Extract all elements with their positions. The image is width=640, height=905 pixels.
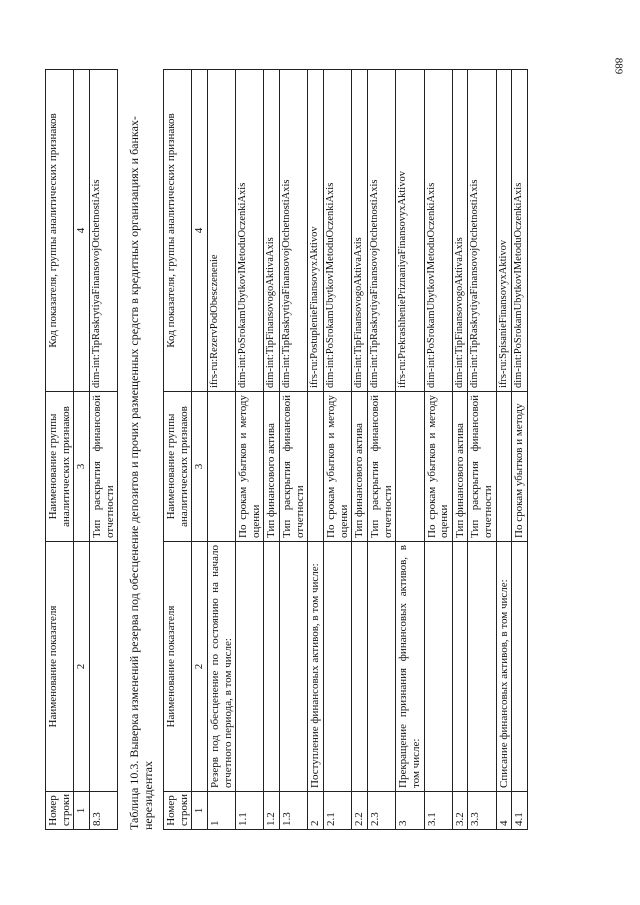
analytic-group-name: Тип финансового актива xyxy=(264,392,280,542)
indicator-code: dim-int:TipFinansovogoAktivaAxis xyxy=(452,70,468,392)
analytic-group-name: По срокам убытков и методу оценки xyxy=(324,392,352,542)
analytic-group-name xyxy=(396,392,424,542)
table-row xyxy=(308,70,324,830)
column-header: Наименование показателя xyxy=(46,542,74,792)
table-row xyxy=(280,70,308,830)
column-number-row xyxy=(74,70,90,830)
indicator-code: dim-int:PoSrokamUbytkovIMetoduOczenkiAxis xyxy=(512,70,528,392)
analytic-group-name: Тип раскрытия финансовой отчетности xyxy=(468,392,496,542)
indicator-code: ifrs-ru:PrekrashheniePriznaniyaFinansovyxAktivov xyxy=(396,70,424,392)
row-number: 3 xyxy=(396,792,424,830)
indicator-name xyxy=(264,542,280,792)
table-row xyxy=(324,70,352,830)
table-row xyxy=(452,70,468,830)
column-header: Наименование показателя xyxy=(164,542,192,792)
column-header: Номер строки xyxy=(164,792,192,830)
indicator-name xyxy=(89,542,117,792)
row-number: 2.1 xyxy=(324,792,352,830)
row-number: 1.2 xyxy=(264,792,280,830)
column-number: 1 xyxy=(74,792,90,830)
indicator-name: Прекращение признания финансовых активов, в том числе: xyxy=(396,542,424,792)
table-row xyxy=(468,70,496,830)
indicator-name: Списание финансовых активов, в том числе: xyxy=(496,542,512,792)
analytic-group-name: По срокам убытков и методу xyxy=(512,392,528,542)
table-header-row xyxy=(46,70,74,830)
column-number: 3 xyxy=(74,392,90,542)
indicator-name xyxy=(352,542,368,792)
indicator-code: ifrs-ru:PostuplenieFinansovyxAktivov xyxy=(308,70,324,392)
table-row xyxy=(396,70,424,830)
indicator-name xyxy=(452,542,468,792)
table-row xyxy=(352,70,368,830)
analytic-group-name: Тип раскрытия финансовой отчетности xyxy=(89,392,117,542)
analytic-group-name xyxy=(308,392,324,542)
table-row xyxy=(424,70,452,830)
table-row xyxy=(89,70,117,830)
indicator-name: Резерв под обесценение по состоянию на начало отчетного периода, в том числе: xyxy=(207,542,235,792)
analytic-group-name: Тип раскрытия финансовой отчетности xyxy=(280,392,308,542)
table-row xyxy=(236,70,264,830)
table-row xyxy=(264,70,280,830)
column-header: Код показателя, группы аналитических признаков xyxy=(164,70,192,392)
row-number: 1.3 xyxy=(280,792,308,830)
table-row xyxy=(207,70,235,830)
indicator-name xyxy=(236,542,264,792)
row-number: 4.1 xyxy=(512,792,528,830)
column-number: 4 xyxy=(74,70,90,392)
indicator-code: dim-int:TipRaskrytiyaFinansovojOtchetnostiAxis xyxy=(280,70,308,392)
analytic-group-name xyxy=(496,392,512,542)
indicator-name xyxy=(468,542,496,792)
row-number: 3.3 xyxy=(468,792,496,830)
indicator-code: dim-int:TipFinansovogoAktivaAxis xyxy=(352,70,368,392)
column-number-row xyxy=(192,70,208,830)
table-row xyxy=(367,70,395,830)
rotated-content xyxy=(45,50,605,830)
row-number: 1.1 xyxy=(236,792,264,830)
column-number: 4 xyxy=(192,70,208,392)
analytic-group-name: Тип финансового актива xyxy=(352,392,368,542)
page-number: 889 xyxy=(611,57,624,75)
analytic-group-name: Тип финансового актива xyxy=(452,392,468,542)
table-caption: Таблица 10.3. Выверка изменений резерва под обесценение депозитов и прочих размещенных средств в кредитных организациях и банках-нерезидентах xyxy=(127,116,156,830)
column-header: Наименование группы аналитических признаков xyxy=(46,392,74,542)
indicator-code: dim-int:TipRaskrytiyaFinansovojOtchetnostiAxis xyxy=(367,70,395,392)
column-header: Код показателя, группы аналитических признаков xyxy=(46,70,74,392)
indicator-code: dim-int:PoSrokamUbytkovIMetoduOczenkiAxis xyxy=(236,70,264,392)
indicator-code: dim-int:PoSrokamUbytkovIMetoduOczenkiAxis xyxy=(424,70,452,392)
table-reserve-reconciliation xyxy=(163,69,528,830)
column-header: Номер строки xyxy=(46,792,74,830)
indicator-code: dim-int:TipRaskrytiyaFinansovojOtchetnostiAxis xyxy=(468,70,496,392)
table-row xyxy=(512,70,528,830)
analytic-group-name: Тип раскрытия финансовой отчетности xyxy=(367,392,395,542)
row-number: 2.2 xyxy=(352,792,368,830)
indicator-code: ifrs-ru:SpisanieFinansovyxAktivov xyxy=(496,70,512,392)
indicator-code: ifrs-ru:RezervPodObesczenenie xyxy=(207,70,235,392)
column-number: 3 xyxy=(192,392,208,542)
indicator-name xyxy=(367,542,395,792)
indicator-name xyxy=(512,542,528,792)
column-header: Наименование группы аналитических признаков xyxy=(164,392,192,542)
analytic-group-name: По срокам убытков и методу оценки xyxy=(424,392,452,542)
analytic-group-name: По срокам убытков и методу оценки xyxy=(236,392,264,542)
row-number: 3.2 xyxy=(452,792,468,830)
row-number: 2.3 xyxy=(367,792,395,830)
indicator-name xyxy=(424,542,452,792)
analytic-group-name xyxy=(207,392,235,542)
table-row xyxy=(496,70,512,830)
row-number: 1 xyxy=(207,792,235,830)
column-number: 2 xyxy=(74,542,90,792)
indicator-name xyxy=(324,542,352,792)
indicator-name xyxy=(280,542,308,792)
indicator-code: dim-int:PoSrokamUbytkovIMetoduOczenkiAxis xyxy=(324,70,352,392)
table-continued xyxy=(45,69,118,830)
indicator-code: dim-int:TipFinansovogoAktivaAxis xyxy=(264,70,280,392)
column-number: 1 xyxy=(192,792,208,830)
row-number: 4 xyxy=(496,792,512,830)
table-header-row xyxy=(164,70,192,830)
indicator-name: Поступление финансовых активов, в том числе: xyxy=(308,542,324,792)
row-number: 8.3 xyxy=(89,792,117,830)
indicator-code: dim-int:TipRaskrytiyaFinansovojOtchetnostiAxis xyxy=(89,70,117,392)
column-number: 2 xyxy=(192,542,208,792)
row-number: 3.1 xyxy=(424,792,452,830)
row-number: 2 xyxy=(308,792,324,830)
